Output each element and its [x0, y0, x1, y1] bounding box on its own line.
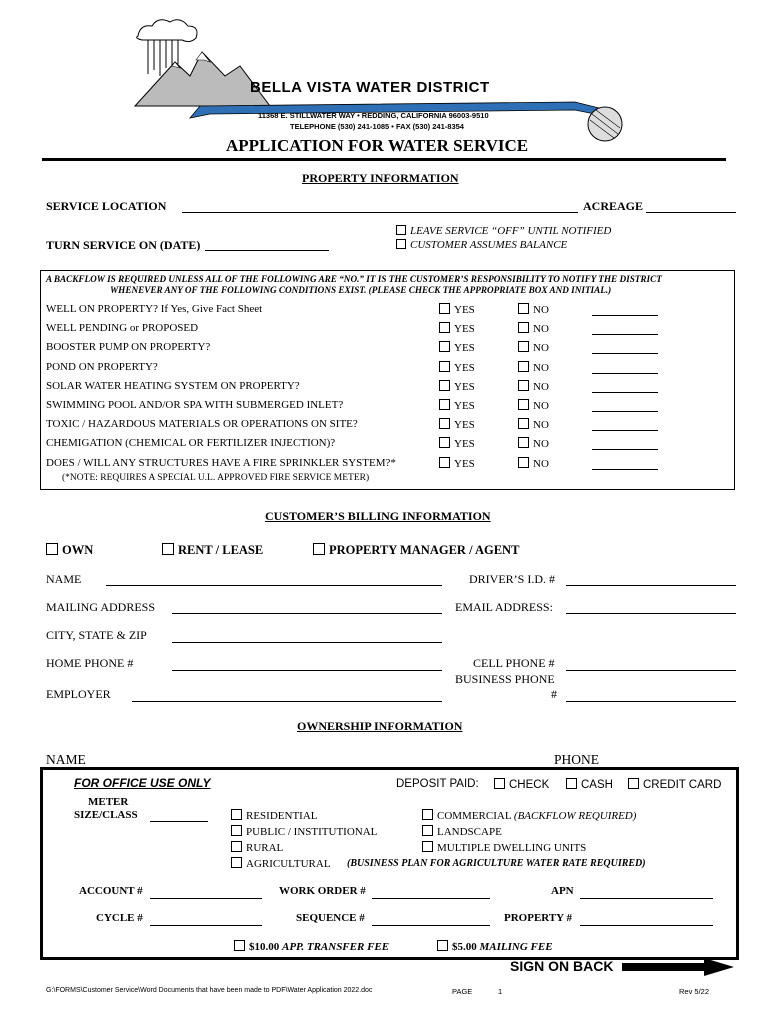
mailing-address-label: MAILING ADDRESS: [46, 600, 156, 614]
no-option[interactable]: [518, 418, 549, 431]
initial-field[interactable]: [592, 353, 658, 354]
credit-card-checkbox[interactable]: [628, 778, 639, 789]
yes-option[interactable]: [439, 457, 475, 470]
ag-note: (BUSINESS PLAN FOR AGRICULTURE WATER RATE REQUIRED): [347, 858, 646, 869]
billing-heading: CUSTOMER’S BILLING INFORMATION: [265, 509, 491, 523]
no-option[interactable]: [518, 322, 549, 335]
no-checkbox[interactable]: [518, 341, 529, 352]
no-label: NO: [533, 362, 549, 374]
service-location-label: SERVICE LOCATION: [46, 199, 167, 213]
no-checkbox[interactable]: [518, 303, 529, 314]
cell-phone-label: CELL PHONE #: [473, 656, 555, 670]
multiple-option[interactable]: [422, 841, 586, 854]
sequence-label: SEQUENCE #: [296, 912, 365, 924]
initial-field[interactable]: [592, 334, 658, 335]
residential-label: RESIDENTIAL: [246, 810, 318, 822]
right-arrow-icon: [622, 958, 736, 976]
commercial-option[interactable]: [422, 809, 636, 822]
no-label: NO: [533, 419, 549, 431]
drivers-id-label: DRIVER’S I.D. #: [469, 572, 555, 586]
yes-checkbox[interactable]: [439, 399, 450, 410]
email-label: EMAIL ADDRESS:: [455, 600, 553, 614]
yes-label: YES: [454, 381, 475, 393]
work-order-label: WORK ORDER #: [279, 885, 366, 897]
yes-checkbox[interactable]: [439, 380, 450, 391]
no-label: NO: [533, 458, 549, 470]
no-checkbox[interactable]: [518, 380, 529, 391]
account-field[interactable]: [150, 898, 262, 899]
credit-card-option[interactable]: [628, 778, 721, 791]
city-state-zip-label: CITY, STATE & ZIP: [46, 628, 147, 642]
cell-phone-field[interactable]: [566, 670, 736, 671]
form-title: APPLICATION FOR WATER SERVICE: [226, 136, 529, 155]
commercial-note: (BACKFLOW REQUIRED): [513, 810, 637, 822]
no-checkbox[interactable]: [518, 418, 529, 429]
rural-checkbox[interactable]: [231, 841, 242, 852]
no-option[interactable]: [518, 457, 549, 470]
org-phone: TELEPHONE (530) 241-1085 • FAX (530) 241-8354: [290, 122, 464, 131]
acreage-field[interactable]: [646, 212, 736, 213]
employer-label: EMPLOYER: [46, 687, 111, 701]
no-label: NO: [533, 342, 549, 354]
billing-name-field[interactable]: [106, 585, 442, 586]
yes-option[interactable]: [439, 303, 475, 316]
city-state-zip-field[interactable]: [172, 642, 442, 643]
landscape-label: LANDSCAPE: [437, 826, 502, 838]
turn-on-label: TURN SERVICE ON (DATE): [46, 238, 201, 252]
no-label: NO: [533, 438, 549, 450]
mailing-fee-amount: $5.00: [452, 941, 477, 953]
residential-option[interactable]: [231, 809, 318, 822]
no-label: NO: [533, 304, 549, 316]
home-phone-label: HOME PHONE #: [46, 656, 134, 670]
meter-label-2: SIZE/CLASS: [74, 809, 138, 821]
rural-option[interactable]: [231, 841, 283, 854]
transfer-fee-checkbox[interactable]: [234, 940, 245, 951]
business-phone-label-2: #: [551, 687, 557, 701]
rent-checkbox[interactable]: [162, 543, 174, 555]
page-number: 1: [498, 987, 503, 996]
yes-option[interactable]: [439, 322, 475, 335]
public-option[interactable]: [231, 825, 377, 838]
no-option[interactable]: [518, 341, 549, 354]
mailing-fee-label: MAILING FEE: [479, 941, 553, 953]
no-checkbox[interactable]: [518, 361, 529, 372]
org-name: BELLA VISTA WATER DISTRICT: [250, 79, 490, 96]
backflow-note: (*NOTE: REQUIRES A SPECIAL U.L. APPROVED FIRE SERVICE METER): [62, 473, 370, 483]
no-option[interactable]: [518, 303, 549, 316]
meter-label-1: METER: [88, 796, 129, 808]
no-label: NO: [533, 381, 549, 393]
mailing-fee-checkbox[interactable]: [437, 940, 448, 951]
yes-label: YES: [454, 342, 475, 354]
question-text: BOOSTER PUMP ON PROPERTY?: [46, 341, 211, 353]
initial-field[interactable]: [592, 392, 658, 393]
landscape-checkbox[interactable]: [422, 825, 433, 836]
manager-label: PROPERTY MANAGER / AGENT: [329, 543, 520, 557]
public-checkbox[interactable]: [231, 825, 242, 836]
yes-label: YES: [454, 400, 475, 412]
yes-option[interactable]: [439, 399, 475, 412]
question-text: SOLAR WATER HEATING SYSTEM ON PROPERTY?: [46, 380, 300, 392]
cycle-label: CYCLE #: [96, 912, 143, 924]
yes-option[interactable]: [439, 418, 475, 431]
title-rule: [42, 158, 726, 161]
work-order-field[interactable]: [372, 898, 490, 899]
landscape-option[interactable]: [422, 825, 502, 838]
business-phone-field[interactable]: [566, 701, 736, 702]
yes-option[interactable]: [439, 341, 475, 354]
rent-option[interactable]: [162, 543, 263, 558]
rural-label: RURAL: [246, 842, 284, 854]
transfer-fee-option[interactable]: [234, 940, 389, 953]
no-checkbox[interactable]: [518, 322, 529, 333]
cash-label: CASH: [581, 779, 613, 791]
ownership-heading: OWNERSHIP INFORMATION: [297, 719, 463, 733]
office-use-label: FOR OFFICE USE ONLY: [74, 776, 211, 790]
home-phone-field[interactable]: [172, 670, 442, 671]
question-text: WELL PENDING or PROPOSED: [46, 322, 199, 334]
commercial-label: COMMERCIAL: [437, 810, 512, 822]
question-text: CHEMIGATION (CHEMICAL OR FERTILIZER INJECTION)?: [46, 437, 336, 449]
agricultural-option[interactable]: [231, 857, 331, 870]
mailing-fee-option[interactable]: [437, 940, 553, 953]
no-checkbox[interactable]: [518, 437, 529, 448]
manager-option[interactable]: [313, 543, 519, 558]
yes-checkbox[interactable]: [439, 322, 450, 333]
question-text: SWIMMING POOL AND/OR SPA WITH SUBMERGED INLET?: [46, 399, 344, 411]
property-heading: PROPERTY INFORMATION: [302, 171, 459, 185]
org-address: 11368 E. STILLWATER WAY • REDDING, CALIFORNIA 96003-9510: [258, 111, 489, 120]
yes-label: YES: [454, 304, 475, 316]
agricultural-checkbox[interactable]: [231, 857, 242, 868]
meter-size-field[interactable]: [150, 821, 208, 822]
drivers-id-field[interactable]: [566, 585, 736, 586]
rent-label: RENT / LEASE: [178, 543, 264, 557]
assumes-balance-checkbox[interactable]: [396, 239, 406, 249]
question-text: POND ON PROPERTY?: [46, 361, 158, 373]
employer-field[interactable]: [132, 701, 442, 702]
revision: Rev 5/22: [679, 987, 710, 996]
yes-label: YES: [454, 438, 475, 450]
turn-on-field[interactable]: [205, 250, 329, 251]
yes-checkbox[interactable]: [439, 303, 450, 314]
check-label: CHECK: [509, 779, 550, 791]
cycle-field[interactable]: [150, 925, 262, 926]
initial-field[interactable]: [592, 315, 658, 316]
own-checkbox[interactable]: [46, 543, 58, 555]
manager-checkbox[interactable]: [313, 543, 325, 555]
commercial-checkbox[interactable]: [422, 809, 433, 820]
question-text: WELL ON PROPERTY? If Yes, Give Fact Sheet: [46, 303, 263, 315]
apn-field[interactable]: [580, 898, 713, 899]
yes-checkbox[interactable]: [439, 361, 450, 372]
yes-label: YES: [454, 362, 475, 374]
no-label: NO: [533, 323, 549, 335]
yes-option[interactable]: [439, 437, 475, 450]
yes-checkbox[interactable]: [439, 418, 450, 429]
leave-off-option[interactable]: [396, 225, 611, 237]
acreage-label: ACREAGE: [583, 199, 644, 213]
leave-off-label: LEAVE SERVICE “OFF” UNTIL NOTIFIED: [410, 225, 612, 237]
question-text: DOES / WILL ANY STRUCTURES HAVE A FIRE SPRINKLER SYSTEM?*: [46, 457, 396, 469]
yes-label: YES: [454, 323, 475, 335]
file-path: G:\FORMS\Customer Service\Word Documents that have been made to PDF\Water Application 2022.doc: [46, 987, 373, 994]
assumes-balance-option[interactable]: [396, 239, 567, 251]
no-option[interactable]: [518, 437, 549, 450]
public-label: PUBLIC / INSTITUTIONAL: [246, 826, 378, 838]
multiple-label: MULTIPLE DWELLING UNITS: [437, 842, 587, 854]
no-option[interactable]: [518, 361, 549, 374]
yes-checkbox[interactable]: [439, 437, 450, 448]
initial-field[interactable]: [592, 373, 658, 374]
own-label: OWN: [62, 543, 94, 557]
transfer-fee-label: APP. TRANSFER FEE: [282, 941, 390, 953]
yes-label: YES: [454, 419, 475, 431]
business-phone-label-1: BUSINESS PHONE: [455, 672, 555, 686]
yes-checkbox[interactable]: [439, 341, 450, 352]
check-option[interactable]: [494, 778, 549, 791]
initial-field[interactable]: [592, 430, 658, 431]
page-label: PAGE: [452, 987, 473, 996]
agricultural-label: AGRICULTURAL: [246, 858, 331, 870]
yes-option[interactable]: [439, 361, 475, 374]
cash-checkbox[interactable]: [566, 778, 577, 789]
leave-off-checkbox[interactable]: [396, 225, 406, 235]
assumes-balance-label: CUSTOMER ASSUMES BALANCE: [410, 239, 568, 251]
owner-name-label: NAME: [46, 752, 86, 767]
transfer-fee-amount: $10.00: [249, 941, 280, 953]
check-checkbox[interactable]: [494, 778, 505, 789]
no-checkbox[interactable]: [518, 399, 529, 410]
question-text: TOXIC / HAZARDOUS MATERIALS OR OPERATIONS ON SITE?: [46, 418, 358, 430]
backflow-notice-2: WHENEVER ANY OF THE FOLLOWING CONDITIONS EXIST. (PLEASE CHECK THE APPROPRIATE BOX AND INITIAL.): [110, 285, 612, 295]
initial-field[interactable]: [592, 411, 658, 412]
owner-phone-label: PHONE: [554, 752, 600, 767]
mailing-address-field[interactable]: [172, 613, 442, 614]
property-number-field[interactable]: [580, 925, 713, 926]
cash-option[interactable]: [566, 778, 613, 791]
sequence-field[interactable]: [372, 925, 490, 926]
initial-field[interactable]: [592, 449, 658, 450]
account-label: ACCOUNT #: [79, 885, 143, 897]
apn-label: APN: [551, 885, 574, 897]
billing-name-label: NAME: [46, 572, 82, 586]
yes-checkbox[interactable]: [439, 457, 450, 468]
no-checkbox[interactable]: [518, 457, 529, 468]
deposit-paid-label: DEPOSIT PAID:: [396, 778, 479, 790]
property-number-label: PROPERTY #: [504, 912, 572, 924]
no-option[interactable]: [518, 380, 549, 393]
initial-field[interactable]: [592, 469, 658, 470]
email-field[interactable]: [566, 613, 736, 614]
yes-label: YES: [454, 458, 475, 470]
residential-checkbox[interactable]: [231, 809, 242, 820]
multiple-checkbox[interactable]: [422, 841, 433, 852]
yes-option[interactable]: [439, 380, 475, 393]
no-label: NO: [533, 400, 549, 412]
service-location-field[interactable]: [182, 212, 578, 213]
no-option[interactable]: [518, 399, 549, 412]
backflow-notice-1: A BACKFLOW IS REQUIRED UNLESS ALL OF THE FOLLOWING ARE “NO.” IT IS THE CUSTOMER’S RESPONSIBILITY TO NOTIFY THE DISTRICT: [46, 274, 662, 284]
sign-on-back-label: SIGN ON BACK: [510, 958, 614, 974]
own-option[interactable]: [46, 543, 93, 558]
credit-card-label: CREDIT CARD: [643, 779, 722, 791]
